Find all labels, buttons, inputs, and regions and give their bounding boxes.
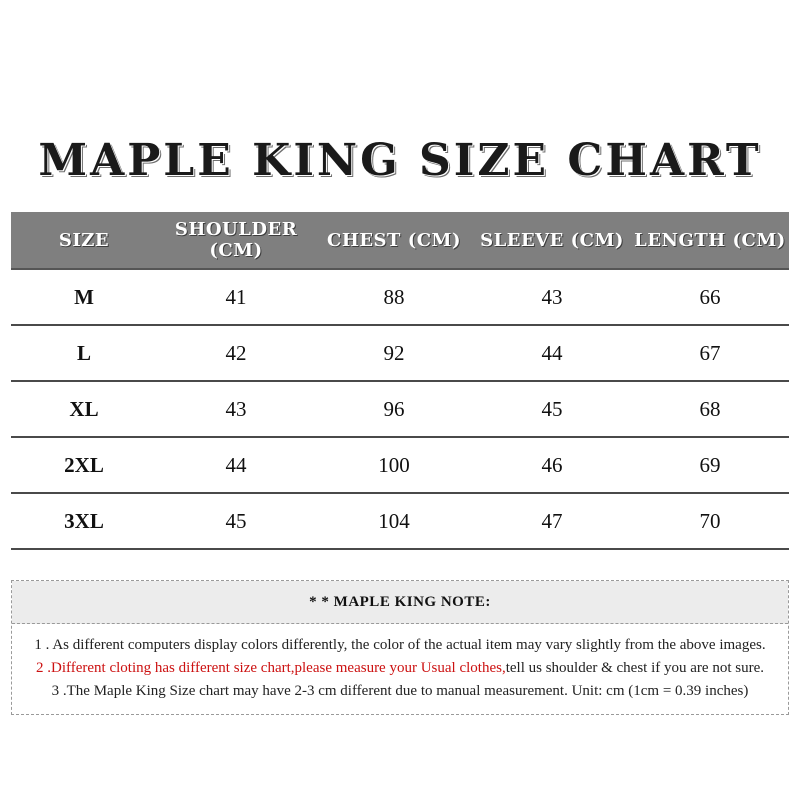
table-row bbox=[11, 269, 789, 325]
header-chest: CHEST (CM) bbox=[315, 212, 473, 269]
chest-cell: 96 bbox=[315, 381, 473, 437]
table-row bbox=[11, 437, 789, 493]
sleeve-cell: 43 bbox=[473, 269, 631, 325]
note-line-2-highlight: Different cloting has different size chart,please measure your Usual clothes, bbox=[51, 660, 506, 676]
shoulder-cell: 43 bbox=[157, 381, 315, 437]
chest-cell: 104 bbox=[315, 493, 473, 549]
table-row bbox=[11, 381, 789, 437]
note-box bbox=[11, 580, 789, 715]
shoulder-cell: 44 bbox=[157, 437, 315, 493]
header-size: SIZE bbox=[11, 212, 157, 269]
note-line-2 bbox=[12, 657, 788, 680]
length-cell: 68 bbox=[631, 381, 789, 437]
shoulder-cell: 41 bbox=[157, 269, 315, 325]
sleeve-cell: 47 bbox=[473, 493, 631, 549]
size-cell: L bbox=[11, 325, 157, 381]
header-sleeve: SLEEVE (CM) bbox=[473, 212, 631, 269]
size-cell: XL bbox=[11, 381, 157, 437]
header-shoulder: SHOULDER (CM) bbox=[157, 212, 315, 269]
size-cell: 3XL bbox=[11, 493, 157, 549]
chest-cell: 100 bbox=[315, 437, 473, 493]
page-title: MAPLE KING SIZE CHART bbox=[38, 135, 762, 186]
sleeve-cell: 46 bbox=[473, 437, 631, 493]
length-cell: 70 bbox=[631, 493, 789, 549]
note-heading: * * MAPLE KING NOTE: bbox=[12, 581, 788, 624]
chest-cell: 92 bbox=[315, 325, 473, 381]
header-length: LENGTH (CM) bbox=[631, 212, 789, 269]
note-line-1: 1 . As different computers display colors differently, the color of the actual item may vary slightly from the above images. bbox=[34, 637, 766, 653]
table-row bbox=[11, 493, 789, 549]
sleeve-cell: 44 bbox=[473, 325, 631, 381]
table-header-row bbox=[11, 212, 789, 269]
table-row bbox=[11, 325, 789, 381]
note-line-3: 3 .The Maple King Size chart may have 2-3 cm different due to manual measurement. Unit: cm (1cm = 0.39 inches) bbox=[51, 683, 749, 699]
shoulder-cell: 45 bbox=[157, 493, 315, 549]
length-cell: 67 bbox=[631, 325, 789, 381]
size-chart-table bbox=[11, 212, 789, 550]
size-cell: M bbox=[11, 269, 157, 325]
length-cell: 69 bbox=[631, 437, 789, 493]
size-cell: 2XL bbox=[11, 437, 157, 493]
note-line-2-rest: tell us shoulder & chest if you are not sure. bbox=[505, 660, 764, 676]
shoulder-cell: 42 bbox=[157, 325, 315, 381]
chest-cell: 88 bbox=[315, 269, 473, 325]
length-cell: 66 bbox=[631, 269, 789, 325]
sleeve-cell: 45 bbox=[473, 381, 631, 437]
note-lines bbox=[12, 624, 788, 703]
note-line-2-number: 2 . bbox=[36, 660, 51, 676]
